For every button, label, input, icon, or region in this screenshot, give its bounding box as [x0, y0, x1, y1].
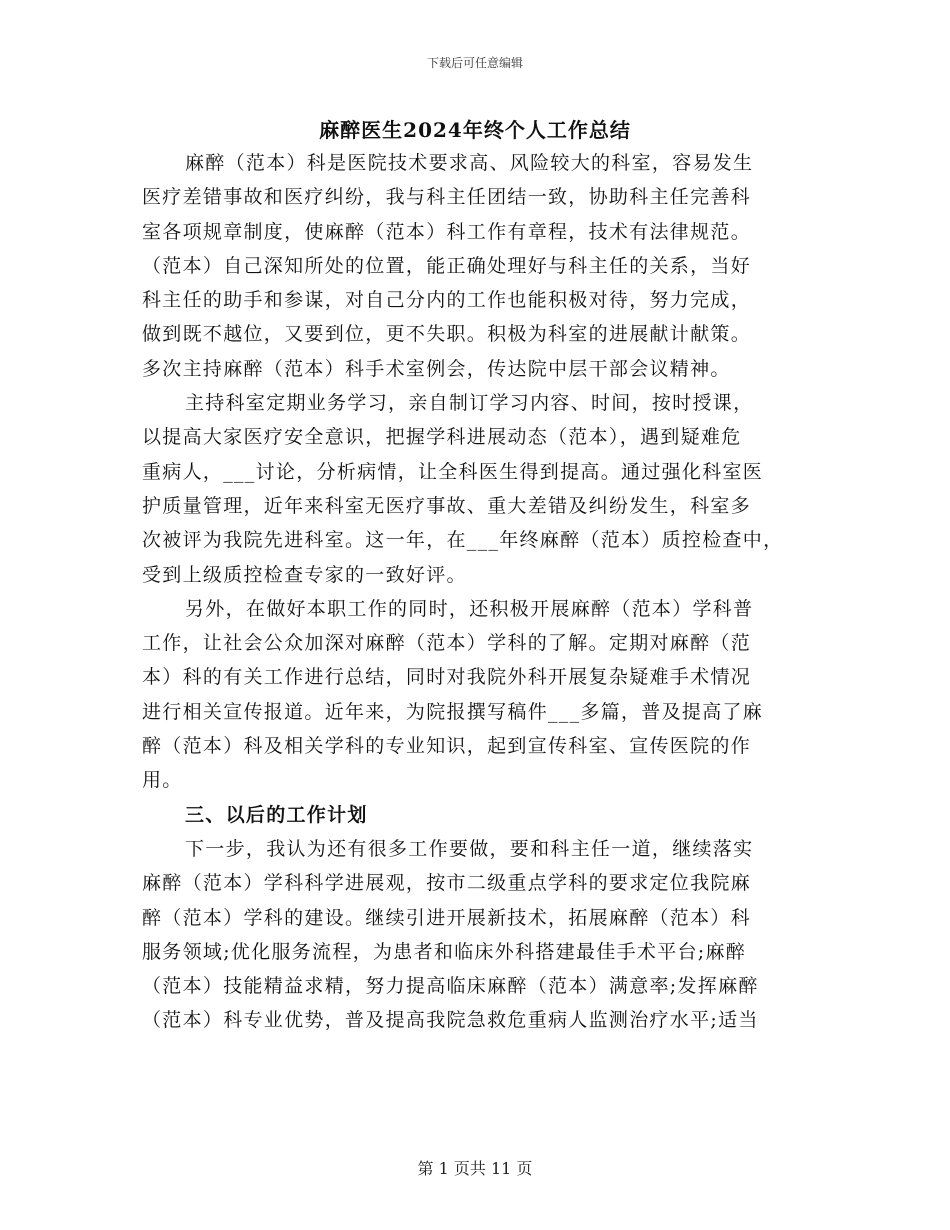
text-line: 麻醉（范本）科是医院技术要求高、风险较大的科室，容易发生 — [185, 152, 754, 174]
text-line: 医疗差错事故和医疗纠纷，我与科主任团结一致，协助科主任完善科 — [142, 186, 752, 209]
text-line: 科主任的助手和参谋，对自己分内的工作也能积极对待，努力完成， — [142, 289, 752, 312]
text-line: 服务领域;优化服务流程，为患者和临床外科搭建最佳手术平台;麻醉 — [142, 940, 747, 963]
text-line: 用。 — [142, 769, 183, 792]
text-line: 本）科的有关工作进行总结，同时对我院外科开展复杂疑难手术情况 — [142, 666, 752, 689]
page-footer: 第 1 页共 11 页 — [417, 1159, 533, 1178]
text-line: 另外，在做好本职工作的同时，还积极开展麻醉（范本）学科普 — [185, 597, 754, 620]
text-line: 重病人，___讨论，分析病情，让全科医生得到提高。通过强化科室医 — [142, 460, 764, 483]
text-line: 做到既不越位，又要到位，更不失职。积极为科室的进展献计献策。 — [142, 323, 752, 346]
text-line: 次被评为我院先进科室。这一年，在___年终麻醉（范本）质控检查中， — [142, 529, 784, 552]
document-body — [142, 146, 822, 1038]
text-line: 多次主持麻醉（范本）科手术室例会，传达院中层干部会议精神。 — [142, 357, 731, 380]
section-heading: 三、以后的工作计划 — [185, 803, 368, 826]
text-line: 醉（范本）学科的建设。继续引进开展新技术，拓展麻醉（范本）科 — [142, 906, 752, 929]
text-line: （范本）科专业优势，普及提高我院急救危重病人监测治疗水平;适当 — [142, 1009, 759, 1032]
text-line: 室各项规章制度，使麻醉（范本）科工作有章程，技术有法律规范。 — [142, 220, 752, 243]
text-line: 进行相关宣传报道。近年来，为院报撰写稿件___多篇，普及提高了麻 — [142, 700, 764, 723]
text-line: （范本）自己深知所处的位置，能正确处理好与科主任的关系，当好 — [142, 254, 752, 277]
text-line: （范本）技能精益求精，努力提高临床麻醉（范本）满意率;发挥麻醉 — [142, 975, 759, 998]
document-title: 麻醉医生2024年终个人工作总结 — [319, 118, 631, 142]
text-line: 醉（范本）科及相关学科的专业知识，起到宣传科室、宣传医院的作 — [142, 735, 752, 758]
download-note: 下载后可任意编辑 — [426, 56, 523, 70]
text-line: 护质量管理，近年来科室无医疗事故、重大差错及纠纷发生，科室多 — [142, 494, 752, 517]
text-line: 受到上级质控检查专家的一致好评。 — [142, 563, 467, 586]
text-line: 麻醉（范本）学科科学进展观，按市二级重点学科的要求定位我院麻 — [142, 872, 752, 895]
text-line: 以提高大家医疗安全意识，把握学科进展动态（范本），遇到疑难危 — [142, 426, 742, 449]
text-line: 下一步，我认为还有很多工作要做，要和科主任一道，继续落实 — [185, 837, 754, 860]
text-line: 主持科室定期业务学习，亲自制订学习内容、时间，按时授课， — [185, 392, 754, 415]
text-line: 工作，让社会公众加深对麻醉（范本）学科的了解。定期对麻醉（范 — [142, 632, 752, 655]
